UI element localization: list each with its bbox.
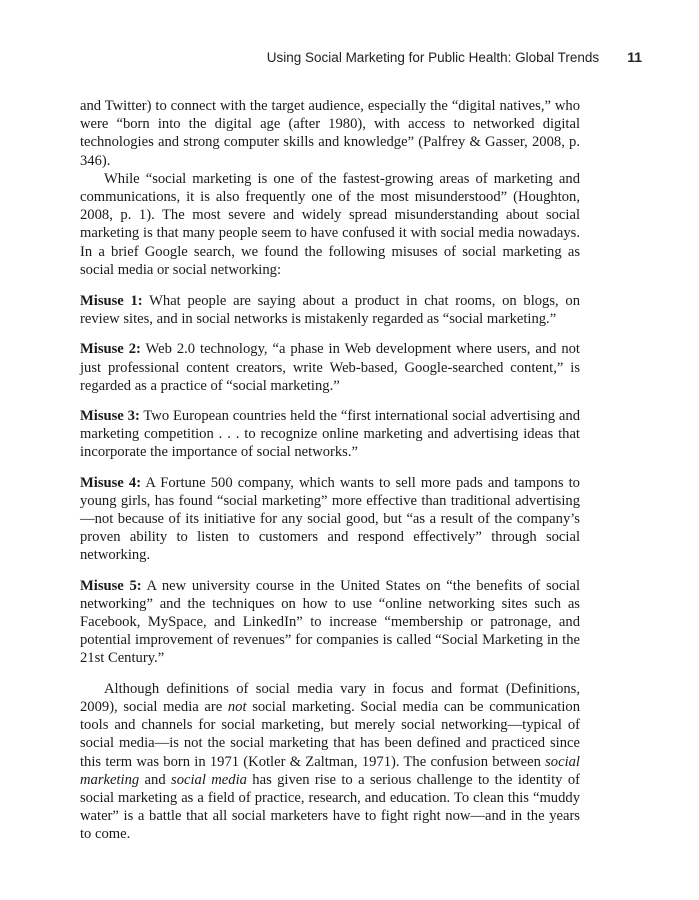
paragraph-continuation: and Twitter) to connect with the target audience, especially the “digital natives,” who were “born into the digital age (after 1980), with access to networked digital technologies and strong computer skills and knowledge” (Palfrey & Gasser, 2008, p. 346).: [80, 98, 580, 169]
misuse-1: [80, 292, 580, 328]
misuse-5-label: Misuse 5:: [80, 577, 142, 594]
definitions-emphasis-social-marketing: social marketing: [80, 753, 580, 788]
running-head: [267, 49, 642, 65]
misuse-4-label: Misuse 4:: [80, 474, 142, 491]
misuse-5-text: A new university course in the United States on “the benefits of social networking” and the techniques on how to use “online networking sites such as Facebook, MySpace, and LinkedIn” to increase “membership or patronage, and potential improvement of revenues” for companies is called “Social Marketing in the 21st Century.”: [80, 577, 580, 667]
definitions-text-a: Although definitions of social media vary in focus and format (Definitions, 2009), social media are: [80, 680, 580, 715]
definitions-emphasis-not: not: [227, 698, 247, 715]
page-number: 11: [627, 49, 642, 65]
misuse-3: [80, 407, 580, 462]
misuse-2: [80, 340, 580, 395]
misuse-1-label: Misuse 1:: [80, 293, 143, 310]
running-title: Using Social Marketing for Public Health: Global Trends: [266, 50, 600, 65]
misuse-2-text: Web 2.0 technology, “a phase in Web development where users, and not just professional content creators, write Web-based, Google-searched content,” is regarded as a practice of “social marketing.”: [80, 341, 580, 394]
misuse-4: [80, 474, 580, 565]
misuse-2-label: Misuse 2:: [80, 341, 141, 358]
misuse-3-label: Misuse 3:: [80, 408, 140, 425]
misuse-5: [80, 577, 580, 668]
misuse-1-text: What people are saying about a product in chat rooms, on blogs, on review sites, and in social networks is mistakenly regarded as “social marketing.”: [80, 293, 580, 328]
paragraph-misunderstanding: While “social marketing is one of the fastest-growing areas of marketing and communications, it is also frequently one of the most misunderstood” (Houghton, 2008, p. 1). The most severe and widely spread misunderstanding about social marketing is that many people seem to have confused it with social media nowadays. In a brief Google search, we found the following misuses of social marketing as social media or social networking:: [80, 170, 580, 278]
definitions-emphasis-social-media: social media: [171, 771, 247, 788]
definitions-text-b: social marketing. Social media can be communication tools and channels for social marketing, but merely social networking—typical of social media—is not the social marketing that has been defined and practiced since this term was born in 1971 (Kotler & Zaltman, 1971). The confusion between: [80, 698, 580, 770]
paragraph-definitions: [80, 680, 580, 844]
definitions-text-d: has given rise to a serious challenge to the identity of social marketing as a field of practice, research, and education. To clean this “muddy water” is a battle that all social marketers have to fight right now—and in the years to come.: [80, 771, 580, 843]
misuse-3-text: Two European countries held the “first international social advertising and marketing competition . . . to recognize online marketing and advertising ideas that incorporate the importance of social networks.”: [80, 408, 580, 461]
definitions-text-c: and: [139, 771, 172, 788]
body-text: [80, 97, 580, 844]
misuse-4-text: A Fortune 500 company, which wants to sell more pads and tampons to young girls, has found “social marketing” more effective than traditional advertising—not because of its initiative for any social good, but “as a result of the company’s proven ability to listen to customers and respond effectively” through social networking.: [80, 474, 580, 564]
